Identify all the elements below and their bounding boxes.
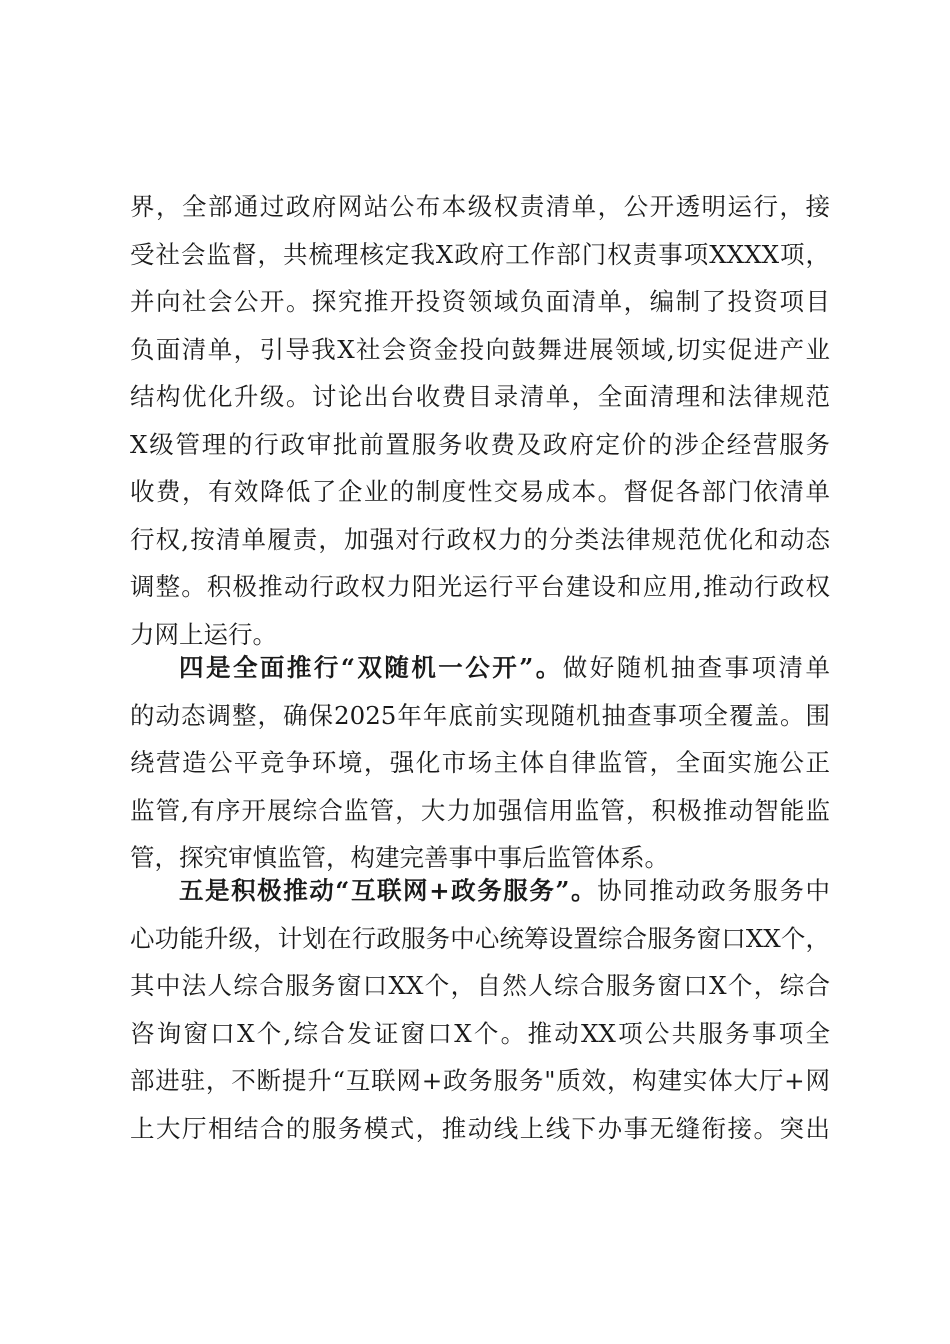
text-line: 界，全部通过政府网站公布本级权责清单，公开透明运行，接 <box>130 192 830 221</box>
text-line: 绕营造公平竞争环境，强化市场主体自律监管，全面实施公正 <box>130 748 830 777</box>
text-line: 结构优化升级。讨论出台收费目录清单，全面清理和法律规范 <box>130 382 830 411</box>
text-run: 协同推动政务服务中 <box>597 876 831 905</box>
section-heading: 四是全面推行“双随机一公开”。 <box>179 653 563 682</box>
text-line: 部进驻，不断提升“互联网+政务服务"质效，构建实体大厅+网 <box>130 1066 830 1095</box>
text-line: 力网上运行。 <box>130 619 277 649</box>
text-line: 其中法人综合服务窗口XX个，自然人综合服务窗口X个，综合 <box>130 971 830 1000</box>
text-line <box>130 867 830 915</box>
text-line: 监管,有序开展综合监管，大力加强信用监管，积极推动智能监 <box>130 795 830 825</box>
text-line: 的动态调整，确保2025年年底前实现随机抽查事项全覆盖。围 <box>130 700 830 730</box>
text-line: 管，探究审慎监管，构建完善事中事后监管体系。 <box>130 843 669 872</box>
section-heading: 五是积极推动“互联网+政务服务”。 <box>179 876 598 905</box>
paragraph-internet-gov-services <box>130 867 830 1152</box>
text-line: 收费，有效降低了企业的制度性交易成本。督促各部门依清单 <box>130 477 830 506</box>
text-line: 调整。积极推动行政权力阳光运行平台建设和应用,推动行政权 <box>130 572 830 601</box>
text-line: 行权,按清单履责，加强对行政权力的分类法律规范优化和动态 <box>130 524 830 554</box>
text-line: 心功能升级，计划在行政服务中心统筹设置综合服务窗口XX个， <box>130 923 830 953</box>
text-line: 上大厅相结合的服务模式，推动线上线下办事无缝衔接。突出 <box>130 1113 830 1143</box>
text-line: X级管理的行政审批前置服务收费及政府定价的涉企经营服务 <box>130 429 830 459</box>
text-run: 做好随机抽查事项清单 <box>562 653 831 682</box>
paragraph-double-random <box>130 644 830 882</box>
text-line: 并向社会公开。探究推开投资领域负面清单，编制了投资项目 <box>130 287 830 316</box>
text-line: 咨询窗口X个,综合发证窗口X个。推动XX项公共服务事项全 <box>130 1018 830 1048</box>
text-line: 受社会监督，共梳理核定我X政府工作部门权责事项XXXX项， <box>130 239 830 269</box>
text-line: 负面清单，引导我X社会资金投向鼓舞进展领域,切实促进产业 <box>130 334 830 364</box>
paragraph-rights-list <box>130 183 830 658</box>
text-line <box>130 644 830 692</box>
